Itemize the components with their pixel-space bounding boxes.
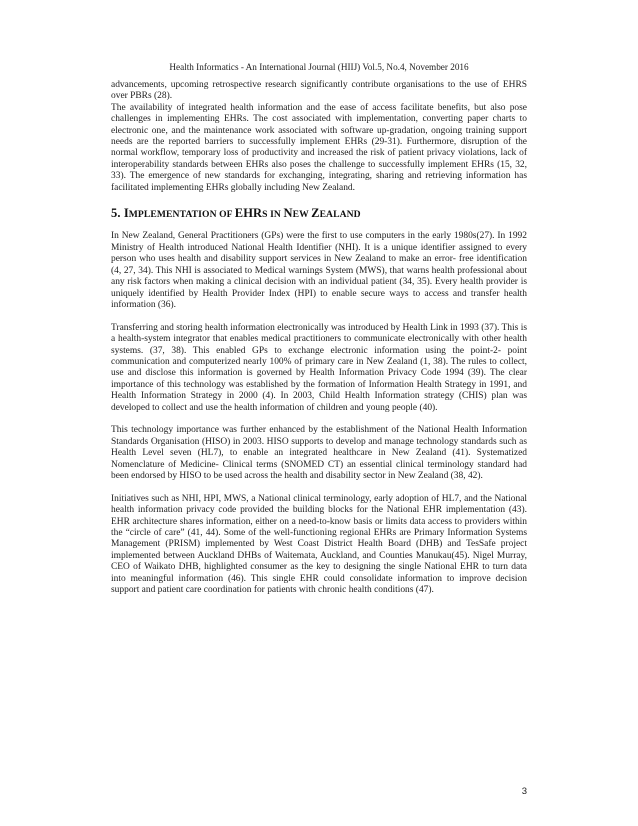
section-heading — [111, 208, 527, 220]
section-title-part: I — [123, 206, 129, 221]
paragraph-health-link: Transferring and storing health information electronically was introduced by Health Link in 1993 (37). This is a health-system integrator that enables medical practitioners to communicate electronically with other health systems. (37, 38). This enabled GPs to exchange electronic information using the point-2- point communication and computerized nearly 100% of primary care in New Zealand (1, 38). The rules to collect, use and disclose this information is governed by Health Information Privacy Code 1994 (39). The clear importance of this technology was established by the formation of Information Health Strategy in 1991, and Health Information Strategy in 2000 (4). In 2003, Child Health Information strategy (CHIS) plan was developed to collect and use the health information of children and young people (40). — [111, 322, 527, 413]
paragraph-nz-gps: In New Zealand, General Practitioners (GPs) were the first to use computers in the early 1980s(27). In 1992 Ministry of Health introduced National Health Identifier (NHI). It is a unique identifier assigned to every person who uses health and disability support services in New Zealand to make an error- free identification (4, 27, 34). This NHI is associated to Medical warnings System (MWS), that warns health professional about any risk factors when making a clinical decision with an individual patient (34, 35). Every health provider is uniquely identified by Health Provider Index (HPI) to enable secure ways to access and transfer health information (36). — [111, 231, 527, 310]
section-title-part: EALAND — [319, 209, 361, 221]
section-title-part: S IN — [262, 209, 284, 221]
article-body — [111, 80, 527, 596]
running-header: Health Informatics - An International Journal (HIIJ) Vol.5, No.4, November 2016 — [169, 62, 469, 72]
paragraph-ehr-challenges: The availability of integrated health information and the ease of access facilitate benefits, but also pose challenges in implementing EHRs. The cost associated with implementation, converting paper charts to electronic one, and the maintenance work associated with software up-gradation, ongoing training support needs are the reported barriers to successfully implement EHRs (29-31). Furthermore, disruption of the normal workflow, temporary loss of productivity and increased the risk of patient privacy violations, lack of interoperability standards between EHRs also poses the challenge to successfully implement EHRs (15, 32, 33). The emergence of new standards for exchanging, integrating, sharing and retrieving information has facilitated implementing EHRs globally including New Zealand. — [111, 102, 527, 193]
section-number: 5. — [111, 206, 121, 221]
section-title-part: MPLEMENTATION OF — [128, 209, 235, 221]
section-title-part: Z — [311, 206, 320, 221]
paragraph-hiso: This technology importance was further enhanced by the establishment of the National Health Information Standards Organisation (HISO) in 2003. HISO supports to develop and manage technology standards such as Health Level seven (HL7), to enable an integrated healthcare in New Zealand (41). Systematized Nomenclature of Medicine- Clinical terms (SNOMED CT) an essential clinical terminology standard had been endorsed by HISO to be used across the health and disability sector in New Zealand (38, 42). — [111, 425, 527, 481]
section-title — [124, 206, 361, 220]
paragraph-continuation: advancements, upcoming retrospective research significantly contribute organisations to the use of EHRS over PBRs (28). — [111, 80, 527, 102]
section-title-part: EHR — [234, 206, 263, 221]
paragraph-initiatives: Initiatives such as NHI, HPI, MWS, a National clinical terminology, early adoption of HL7, and the National health information privacy code provided the building blocks for the National EHR implementation (43). EHR architecture shares information, either on a need-to-know basis or limits data access to providers within the “circle of care” (41, 44). Some of the well-functioning regional EHRs are Primary Information Systems Management (PRISM) implemented by West Coast District Health Board (DHB) and TesSafe project implemented between Auckland DHBs of Waitemata, Auckland, and Counties Manukau(45). Nigel Murray, CEO of Waikato DHB, highlighted consumer as the key to designing the single National EHR to turn data into meaningful information (46). This single EHR could consolidate information to improve decision support and patient care coordination for patients with chronic health conditions (47). — [111, 493, 527, 596]
section-title-part: N — [283, 206, 293, 221]
section-title-part: EW — [292, 209, 312, 221]
page-number: 3 — [521, 786, 527, 797]
